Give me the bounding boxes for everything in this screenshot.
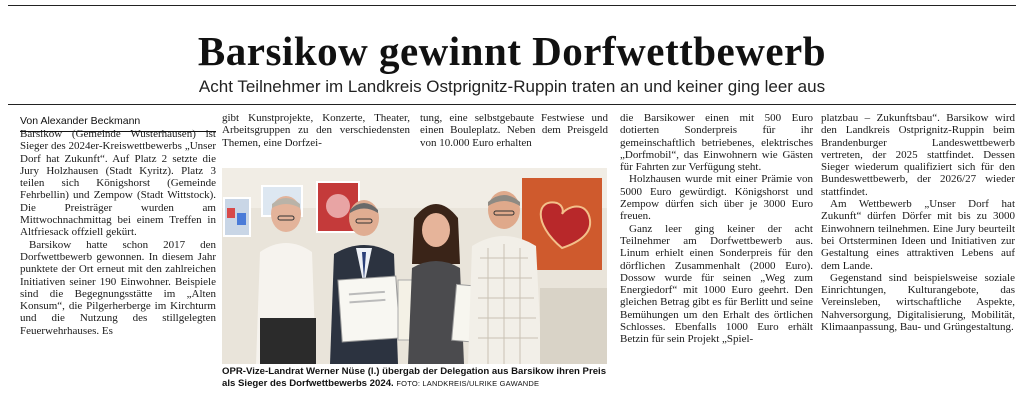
award-photo — [222, 168, 607, 364]
article-column-1 — [20, 128, 216, 400]
headline: Barsikow gewinnt Dorfwettbewerb — [197, 28, 827, 74]
paragraph: die Barsikower einen mit 500 Euro dotierten Sonderpreis für ihr gemeinschaftlich betriebenes, elektrisches „Dorfmobil“, das Einwohnern wie Gästen für Fahrten zur Verfügung steht. — [620, 112, 813, 174]
paragraph: Barsikow (Gemeinde Wusterhausen) ist Sieger des 2024er-Kreiswettbewerbs „Unser Dorf hat Zukunft“. Auf Platz 2 setzte die Jury Holzhausen (Stadt Kyritz). Platz 3 teilen sich Königshorst (Gemeinde Fehrbellin) und Zempow (Stadt Wittstock). Die Preisträger wurden am Mittwochnachmittag bei einem Treffen in Altfriesack offziell gekürt. — [20, 128, 216, 239]
photo-caption — [222, 366, 607, 389]
article-column-2 — [222, 112, 410, 164]
paragraph: Holzhausen wurde mit einer Prämie von 5000 Euro gewürdigt. Königshorst und Zempow dürfen sich über je 3000 Euro freuen. — [620, 173, 813, 223]
article-column-3 — [420, 112, 608, 164]
headline-separator-rule — [8, 104, 1016, 105]
byline: Von Alexander Beckmann — [20, 115, 216, 132]
paragraph: Ganz leer ging keiner der acht Teilnehmer am Dorfwettbewerb aus. Linum erhielt einen Sonderpreis für den dörflichen Zusammenhalt (2000 Euro). Dossow wurde für seinen „Weg zum Energiedorf“ mit 1000 Euro geehrt. Den gleichen Betrag gibt es für Berlitt und seine Bemühungen um den Erhalt des örtlichen Schlosses. Ebenfalls 1000 Euro erhält Betzin für sein Projekt „Spiel- — [620, 222, 813, 346]
paragraph: gibt Kunstprojekte, Konzerte, Theater, Arbeitsgruppen zu den verschiedensten Themen, eine Dorfzei- — [222, 112, 410, 149]
caption-text: OPR-Vize-Landrat Werner Nüse (l.) übergab der Delegation aus Barsikow ihren Preis als Sieger des Dorfwettbewerbs 2024. — [222, 366, 607, 389]
paragraph: Gegenstand sind beispielsweise soziale Einrichtungen, Kulturangebote, das Vereinsleben, wirtschaftliche Aspekte, Nahversorgung, Digitalisierung, Mobilität, Klimaanpassung, Bau- und Grüngestaltung. — [821, 271, 1015, 334]
subheadline: Acht Teilnehmer im Landkreis Ostprignitz-Ruppin traten an und keiner ging leer aus — [198, 77, 826, 96]
paragraph: platzbau – Zukunftsbau“. Barsikow wird den Landkreis Ostprignitz-Ruppin beim Brandenburger Landeswettbewerb vertreten, der 2025 stattfindet. Dessen Sieger wiederum qualifiziert sich für den Bundeswettbewerb, der 2026/27 wieder stattfindet. — [821, 112, 1015, 198]
top-rule — [8, 5, 1016, 6]
article-column-5 — [821, 112, 1015, 400]
photo-credit: FOTO: LANDKREIS/ULRIKE GAWANDE — [396, 378, 540, 388]
award-photo-illustration — [222, 168, 607, 364]
paragraph: Am Wettbewerb „Unser Dorf hat Zukunft“ dürfen Dörfer mit bis zu 3000 Einwohnern teilnehmen. Eine Jury beurteilt bei Ortsterminen Ideen und Initiativen zur Gestaltung eines attraktiven Lebens auf dem Lande. — [821, 198, 1015, 272]
article-column-4 — [620, 112, 813, 400]
paragraph: Barsikow hatte schon 2017 den Dorfwettbewerb gewonnen. In diesem Jahr punktete der Ort erneut mit den zahlreichen Initiativen seiner 190 Einwohner. Beispiele sind die Begegnungsstätte im „Alten Konsum“, die Pilgerherberge im Kirchturm und die Nutzung des stillgelegten Feuerwehrhauses. Es — [20, 238, 216, 337]
paragraph: tung, eine selbstgebaute Festwiese und einen Bouleplatz. Neben dem Preisgeld von 10.000 Euro erhalten — [420, 112, 608, 149]
